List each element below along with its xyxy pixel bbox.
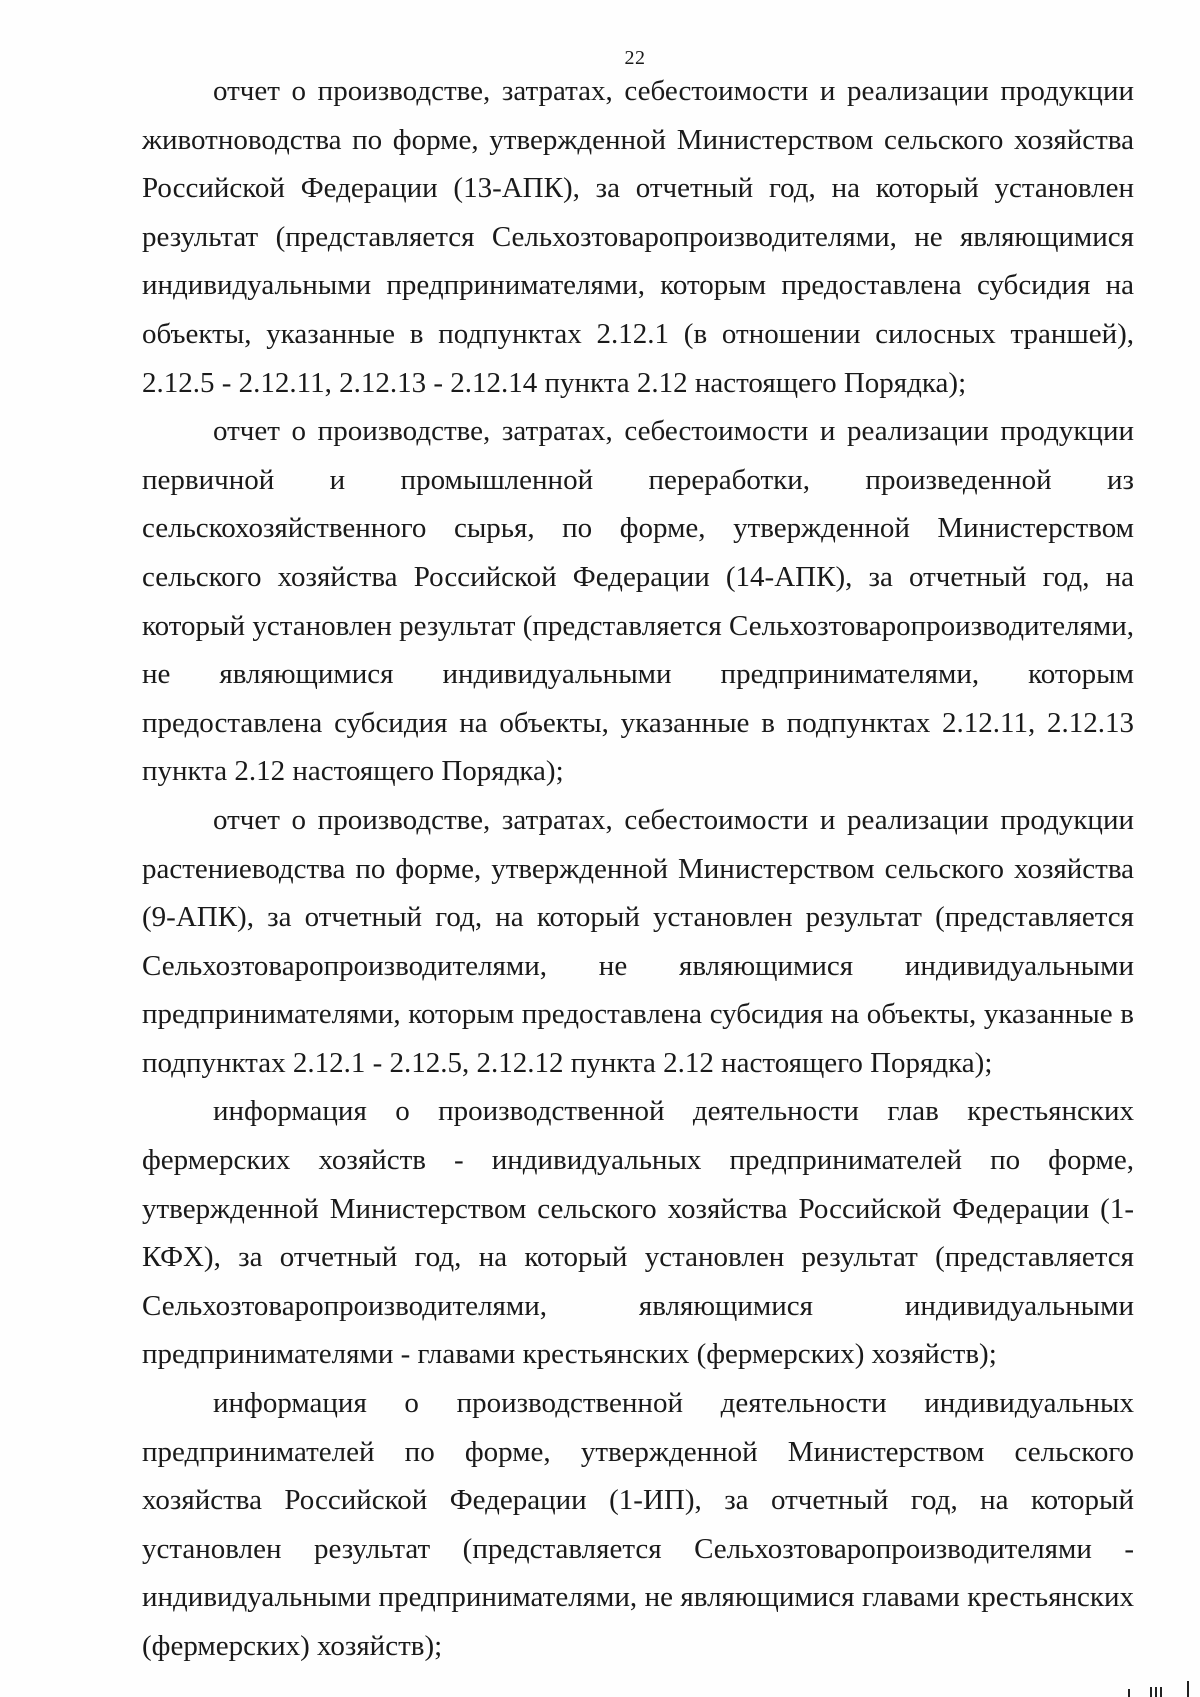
- scan-mark: [1160, 1687, 1162, 1697]
- scan-mark: [1128, 1689, 1130, 1697]
- scan-edge-marks: [1000, 1677, 1200, 1697]
- scan-mark: [1150, 1687, 1152, 1697]
- paragraph-9-apk: отчет о производстве, затратах, себестоимости и реализации продукции растениеводства по форме, утвержденной Министерством сельского хозяйства (9-АПК), за отчетный год, на который установлен результат (представляется Сельхозтоваропроизводителями, не являющимися индивидуальными предпринимателями, которым предоставлена субсидия на объекты, указанные в подпунктах 2.12.1 - 2.12.5, 2.12.12 пункта 2.12 настоящего Порядка);: [142, 803, 1134, 1079]
- page-number: 22: [624, 47, 646, 69]
- paragraph-14-apk: отчет о производстве, затратах, себестоимости и реализации продукции первичной и промышленной переработки, произведенной из сельскохозяйственного сырья, по форме, утвержденной Министерством сельского хозяйства Российской Федерации (14-АПК), за отчетный год, на который установлен результат (представляется Сельхозтоваропроизводителями, не являющимися индивидуальными предпринимателями, которым предоставлена субсидия на объекты, указанные в подпунктах 2.12.11, 2.12.13 пункта 2.12 настоящего Порядка);: [142, 415, 1134, 788]
- document-body: [142, 67, 1134, 1671]
- scan-mark: [1155, 1687, 1157, 1697]
- scan-mark: [1187, 1681, 1189, 1697]
- paragraph-1-kfh: информация о производственной деятельности глав крестьянских фермерских хозяйств - индивидуальных предпринимателей по форме, утвержденной Министерством сельского хозяйства Российской Федерации (1-КФХ), за отчетный год, на который установлен результат (представляется Сельхозтоваропроизводителями, являющимися индивидуальными предпринимателями - главами крестьянских (фермерских) хозяйств);: [142, 1095, 1134, 1371]
- paragraph-13-apk: отчет о производстве, затратах, себестоимости и реализации продукции животноводства по форме, утвержденной Министерством сельского хозяйства Российской Федерации (13-АПК), за отчетный год, на который установлен результат (представляется Сельхозтоваропроизводителями, не являющимися индивидуальными предпринимателями, которым предоставлена субсидия на объекты, указанные в подпунктах 2.12.1 (в отношении силосных траншей), 2.12.5 - 2.12.11, 2.12.13 - 2.12.14 пункта 2.12 настоящего Порядка);: [142, 75, 1134, 399]
- paragraph-1-ip: информация о производственной деятельности индивидуальных предпринимателей по форме, утвержденной Министерством сельского хозяйства Российской Федерации (1-ИП), за отчетный год, на который установлен результат (представляется Сельхозтоваропроизводителями - индивидуальными предпринимателями, не являющимися главами крестьянских (фермерских) хозяйств);: [142, 1387, 1134, 1662]
